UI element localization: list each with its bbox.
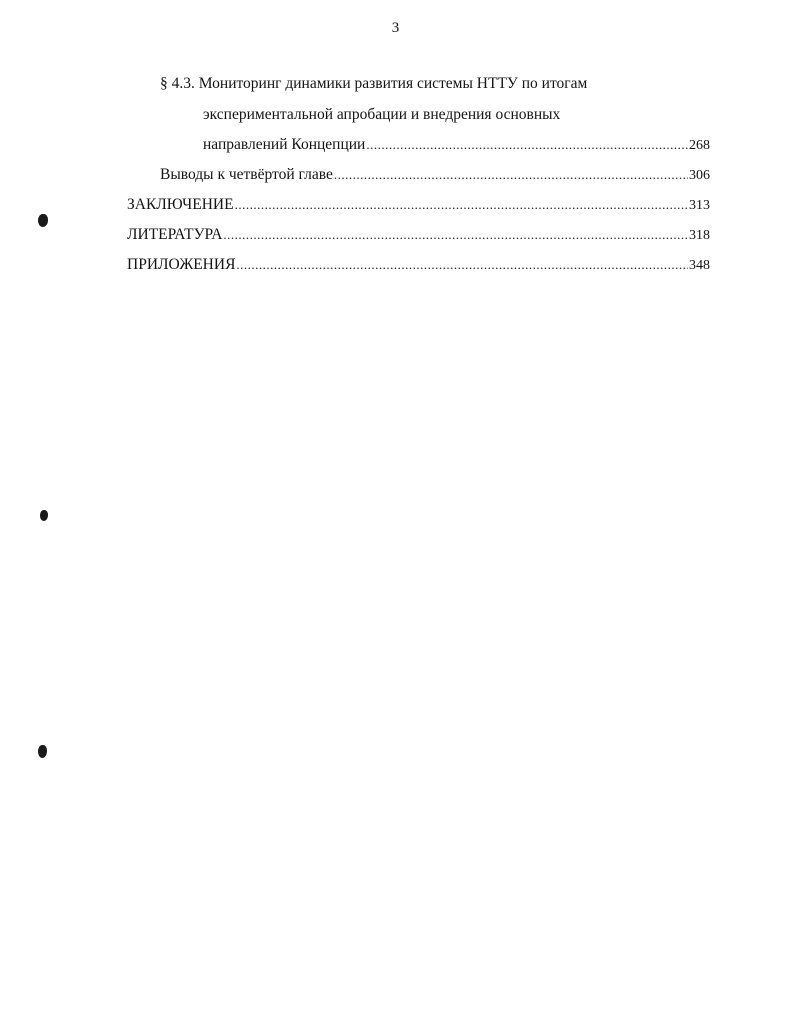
toc-entry-page: 313 [689, 198, 710, 213]
dot-leader [236, 255, 688, 275]
toc-entry-page: 318 [689, 228, 710, 243]
toc-entry-conclusion [127, 195, 710, 216]
toc-section-4-3-line-3 [203, 135, 710, 156]
punch-hole-mark-middle [40, 510, 48, 521]
toc-entry-literature [127, 225, 710, 246]
toc-entry-conclusions-chapter-4 [160, 165, 710, 186]
dot-leader [223, 225, 688, 245]
dot-leader [235, 195, 688, 215]
page-number: 3 [391, 20, 400, 36]
toc-entry-appendices [127, 255, 710, 276]
toc-entry-title: ПРИЛОЖЕНИЯ [127, 256, 236, 273]
toc-entry-page: 348 [689, 258, 710, 273]
dot-leader [334, 165, 688, 185]
dot-leader [366, 135, 688, 155]
toc-entry-title: направлений Концепции [203, 136, 366, 153]
toc-entry-page: 268 [689, 138, 710, 153]
toc-entry-title: ЗАКЛЮЧЕНИЕ [127, 196, 234, 213]
toc-section-4-3-line-1: § 4.3. Мониторинг динамики развития системы НТТУ по итогам [160, 75, 588, 92]
toc-entry-title: ЛИТЕРАТУРА [127, 226, 223, 243]
punch-hole-mark-bottom [38, 745, 47, 758]
toc-entry-title: Выводы к четвёртой главе [160, 166, 333, 183]
toc-section-4-3-line-2: экспериментальной апробации и внедрения основных [203, 106, 561, 123]
punch-hole-mark-top [38, 214, 48, 227]
toc-entry-page: 306 [689, 168, 710, 183]
